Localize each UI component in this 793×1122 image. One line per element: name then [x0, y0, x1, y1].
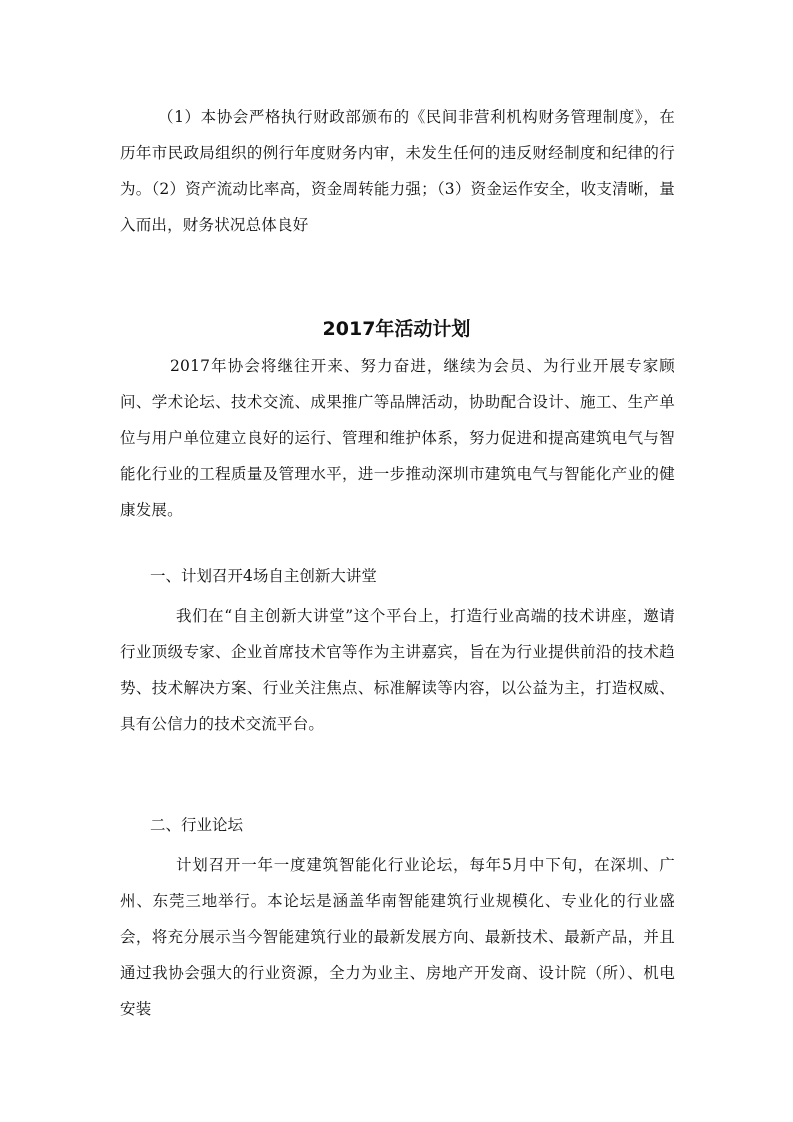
- section2-body-paragraph: 计划召开一年一度建筑智能化行业论坛，每年5月中下旬，在深圳、广州、东莞三地举行。本论坛是涵盖华南智能建筑行业规模化、专业化的行业盛会，将充分展示当今智能建筑行业的最新发展方向、最新技术、最新产品，并且通过我协会强大的行业资源，全力为业主、房地产开发商、设计院（所）、机电安装: [120, 856, 675, 1018]
- section1-body-paragraph: 我们在“自主创新大讲堂”这个平台上，打造行业高端的技术讲座，邀请行业顶级专家、企业首席技术官等作为主讲嘉宾，旨在为行业提供前沿的技术趋势、技术解决方案、行业关注焦点、标准解读等内容，以公益为主，打造权威、具有公信力的技术交流平台。: [120, 607, 675, 733]
- plan-intro-paragraph: 2017年协会将继往开来、努力奋进，继续为会员、为行业开展专家顾问、学术论坛、技术交流、成果推广等品牌活动，协助配合设计、施工、生产单位与用户单位建立良好的运行、管理和维护体系，努力促进和提高建筑电气与智能化行业的工程质量及管理水平，进一步推动深圳市建筑电气与智能化产业的健康发展。: [120, 357, 675, 519]
- plan-title: 2017年活动计划: [322, 318, 471, 340]
- finance-summary-paragraph: （1）本协会严格执行财政部颁布的《民间非营利机构财务管理制度》，在历年市民政局组织的例行年度财务内审，未发生任何的违反财经制度和纪律的行为。（2）资产流动比率高，资金周转能力强；（3）资金运作安全，收支清晰，量入而出，财务状况总体良好: [120, 108, 675, 234]
- section2-heading: 二、行业论坛: [150, 816, 244, 834]
- section1-heading: 一、计划召开4场自主创新大讲堂: [150, 567, 377, 585]
